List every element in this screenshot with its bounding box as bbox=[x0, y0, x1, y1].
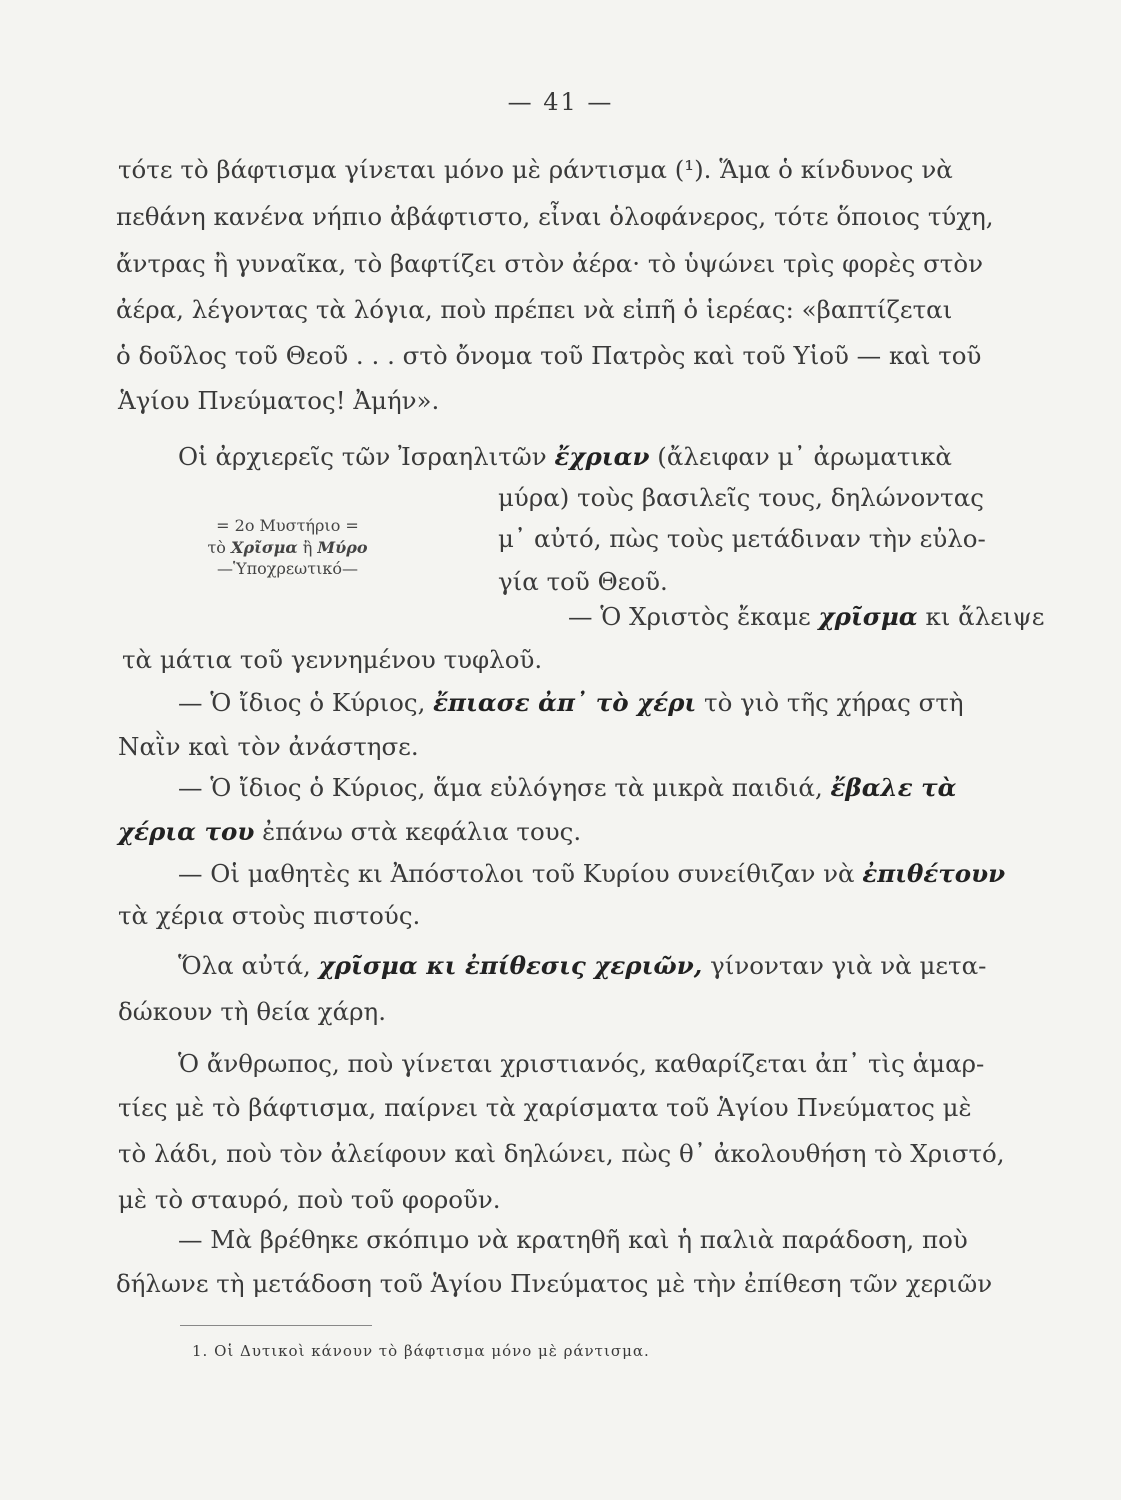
footnote: 1. Οἱ Δυτικοὶ κάνουν τὸ βάφτισμα μόνο μὲ ράντισμα. bbox=[192, 1342, 650, 1360]
emphasized-text: χρῖσμα κι ἐπίθεσις χεριῶν, bbox=[318, 951, 703, 980]
text-segment: — Οἱ μαθητὲς κι Ἀπόστολοι τοῦ Κυρίου συνείθιζαν νὰ bbox=[178, 859, 863, 888]
text-line bbox=[116, 341, 982, 370]
text-line bbox=[118, 386, 440, 415]
text-segment: γίνονταν γιὰ νὰ μετα- bbox=[702, 951, 987, 980]
text-segment: Ὅλα αὐτά, bbox=[178, 951, 319, 980]
text-line bbox=[122, 645, 543, 674]
text-segment: Ἁγίου Πνεύματος! Ἀμήν». bbox=[118, 386, 440, 415]
text-line bbox=[568, 602, 1045, 631]
text-segment: τὰ χέρια στοὺς πιστούς. bbox=[118, 901, 421, 930]
text-segment: (ἄλειφαν μ᾿ ἀρωματικὰ bbox=[649, 442, 952, 471]
marginal-note-line-1: = 2ο Μυστήριο = bbox=[216, 516, 359, 535]
text-segment: γία τοῦ Θεοῦ. bbox=[498, 567, 668, 596]
text-line bbox=[178, 1049, 985, 1078]
text-line bbox=[118, 155, 953, 184]
text-segment: τίες μὲ τὸ βάφτισμα, παίρνει τὰ χαρίσματα τοῦ Ἁγίου Πνεύματος μὲ bbox=[118, 1093, 972, 1122]
text-line bbox=[116, 249, 983, 278]
text-segment: Ὁ ἄνθρωπος, ποὺ γίνεται χριστιανός, καθαρίζεται ἀπ᾿ τὶς ἁμαρ- bbox=[178, 1049, 985, 1078]
text-line bbox=[178, 442, 952, 471]
text-line bbox=[118, 901, 421, 930]
text-line bbox=[116, 1269, 993, 1298]
marginal-note bbox=[170, 515, 405, 580]
marginal-note-or: ἢ bbox=[297, 537, 318, 557]
marginal-note-myro: Μύρο bbox=[317, 537, 368, 557]
text-segment: τὸ γιὸ τῆς χήρας στὴ bbox=[696, 688, 964, 717]
text-segment: ἀέρα, λέγοντας τὰ λόγια, ποὺ πρέπει νὰ εἰπῆ ὁ ἱερέας: «βαπτίζεται bbox=[116, 295, 953, 324]
text-segment: μ᾿ αὐτό, πὼς τοὺς μετάδιναν τὴν εὐλο- bbox=[498, 524, 986, 553]
text-line bbox=[118, 997, 387, 1026]
text-line bbox=[178, 773, 957, 802]
marginal-note-line-3: —Ὑποχρεωτικό— bbox=[217, 559, 358, 579]
text-segment: μύρα) τοὺς βασιλεῖς τους, δηλώνοντας bbox=[498, 483, 984, 512]
text-line bbox=[178, 1225, 968, 1254]
text-segment: μὲ τὸ σταυρό, ποὺ τοῦ φοροῦν. bbox=[118, 1185, 501, 1214]
text-segment: δήλωνε τὴ μετάδοση τοῦ Ἁγίου Πνεύματος μὲ τὴν ἐπίθεση τῶν χεριῶν bbox=[116, 1269, 993, 1298]
text-segment: τότε τὸ βάφτισμα γίνεται μόνο μὲ ράντισμα (¹). Ἅμα ὁ κίνδυνος νὰ bbox=[118, 155, 953, 184]
text-line bbox=[118, 817, 582, 846]
emphasized-text: ἔβαλε τὰ bbox=[830, 773, 957, 802]
text-segment: Ναῒν καὶ τὸν ἀνάστησε. bbox=[118, 732, 419, 761]
emphasized-text: χέρια του bbox=[118, 817, 255, 846]
text-line bbox=[498, 567, 668, 596]
text-segment: ἐπάνω στὰ κεφάλια τους. bbox=[254, 817, 582, 846]
text-segment: τὰ μάτια τοῦ γεννημένου τυφλοῦ. bbox=[122, 645, 543, 674]
emphasized-text: ἔπιασε ἀπ᾿ τὸ χέρι bbox=[433, 688, 697, 717]
text-line bbox=[498, 483, 984, 512]
text-line bbox=[116, 202, 994, 231]
text-line bbox=[118, 1185, 501, 1214]
text-line bbox=[118, 1139, 1005, 1168]
text-line bbox=[116, 295, 953, 324]
text-line bbox=[178, 688, 964, 717]
emphasized-text: ἔχριαν bbox=[554, 442, 650, 471]
text-line bbox=[118, 1093, 972, 1122]
marginal-note-line-2 bbox=[170, 537, 405, 559]
text-segment: — Μὰ βρέθηκε σκόπιμο νὰ κρατηθῆ καὶ ἡ παλιὰ παράδοση, ποὺ bbox=[178, 1225, 968, 1254]
marginal-note-chrisma: Χρῖσμα bbox=[231, 537, 298, 557]
emphasized-text: χρῖσμα bbox=[818, 602, 918, 631]
emphasized-text: ἐπιθέτουν bbox=[862, 859, 1006, 888]
text-segment: — Ὁ ἴδιος ὁ Κύριος, ἅμα εὐλόγησε τὰ μικρὰ παιδιά, bbox=[178, 773, 831, 802]
text-line bbox=[118, 732, 419, 761]
text-segment: δώκουν τὴ θεία χάρη. bbox=[118, 997, 387, 1026]
text-line bbox=[178, 951, 987, 980]
page-number: — 41 — bbox=[507, 88, 614, 116]
text-line bbox=[178, 859, 1006, 888]
text-segment: — Ὁ Χριστὸς ἔκαμε bbox=[568, 602, 819, 631]
text-segment: ἄντρας ἢ γυναῖκα, τὸ βαφτίζει στὸν ἀέρα· τὸ ὑψώνει τρὶς φορὲς στὸν bbox=[116, 249, 983, 278]
footnote-divider bbox=[180, 1325, 372, 1326]
marginal-note-article: τὸ bbox=[207, 537, 232, 557]
text-segment: τὸ λάδι, ποὺ τὸν ἀλείφουν καὶ δηλώνει, πὼς θ᾿ ἀκολουθήση τὸ Χριστό, bbox=[118, 1139, 1005, 1168]
text-segment: ὁ δοῦλος τοῦ Θεοῦ . . . στὸ ὄνομα τοῦ Πατρὸς καὶ τοῦ Υἱοῦ — καὶ τοῦ bbox=[116, 341, 982, 370]
text-segment: πεθάνη κανένα νήπιο ἀβάφτιστο, εἶναι ὁλοφάνερος, τότε ὅποιος τύχη, bbox=[116, 202, 994, 231]
text-segment: κι ἄλειψε bbox=[917, 602, 1045, 631]
text-line bbox=[498, 524, 986, 553]
text-segment: Οἱ ἀρχιερεῖς τῶν Ἰσραηλιτῶν bbox=[178, 442, 555, 471]
text-segment: — Ὁ ἴδιος ὁ Κύριος, bbox=[178, 688, 434, 717]
